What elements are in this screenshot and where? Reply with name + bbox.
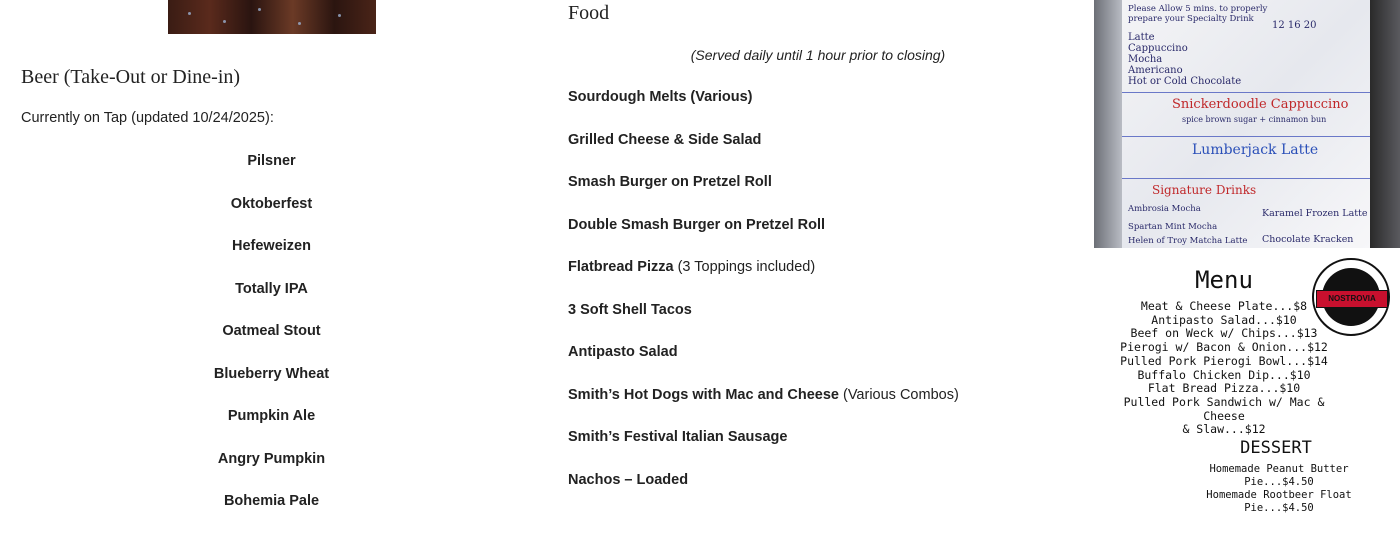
food-heading: Food	[568, 2, 610, 24]
menu-item: & Slaw...$12	[1182, 422, 1266, 437]
food-item	[568, 429, 1068, 472]
board-coffee-item: Latte	[1128, 32, 1155, 43]
board-divider	[1122, 136, 1370, 137]
bar-photo	[168, 0, 376, 34]
beer-heading: Beer (Take-Out or Dine-in)	[21, 66, 241, 88]
menu-items	[1104, 300, 1344, 437]
board-right-item: Chocolate Kracken	[1262, 234, 1354, 245]
board-frame-left	[1094, 0, 1122, 248]
menu-item: Flat Bread Pizza...$10	[1147, 381, 1301, 396]
menu-item: Meat & Cheese Plate...$8	[1140, 299, 1308, 313]
menu-item: Pierogi w/ Bacon & Onion...$12	[1120, 340, 1328, 355]
board-sizes: 12 16 20	[1272, 20, 1317, 31]
board-signature-item: Spartan Mint Mocha	[1128, 222, 1218, 232]
beer-item: Angry Pumpkin	[217, 450, 326, 467]
dessert-title: DESSERT	[1240, 438, 1312, 458]
beer-item: Bohemia Pale	[223, 493, 320, 509]
menu-item: Antipasto Salad...$10	[1151, 312, 1297, 327]
logo-banner: NOSTROVIA	[1316, 290, 1388, 308]
food-item-name: Sourdough Melts (Various)	[568, 89, 753, 105]
food-item-name: Smash Burger on Pretzel Roll	[568, 174, 772, 190]
dessert-items	[1174, 463, 1384, 515]
food-item-name: Flatbread Pizza	[568, 259, 674, 275]
food-item	[568, 132, 1068, 175]
food-item-name: Smith’s Festival Italian Sausage	[568, 429, 788, 445]
board-header: Please Allow 5 mins. to properly prepare your Specialty Drink	[1128, 4, 1268, 24]
dessert-item: Homemade Peanut Butter Pie...$4.50	[1209, 463, 1349, 488]
whiteboard-photo	[1094, 0, 1400, 248]
board-coffee-item: Cappuccino	[1128, 43, 1188, 54]
food-item-extra: (Various Combos)	[838, 386, 959, 403]
food-item	[568, 302, 1068, 345]
beer-item: Blueberry Wheat	[213, 365, 330, 382]
beer-item: Oktoberfest	[230, 195, 313, 212]
food-item	[568, 472, 1068, 515]
food-item-name: Nachos – Loaded	[568, 471, 689, 488]
menu-item: Beef on Weck w/ Chips...$13	[1130, 326, 1318, 341]
menu-title: Menu	[1195, 266, 1253, 294]
board-coffee-item: Mocha	[1128, 54, 1163, 65]
food-item	[568, 259, 1068, 302]
food-item	[568, 89, 1068, 132]
board-special: Snickerdoodle Cappuccino	[1172, 97, 1349, 112]
beer-item: Totally IPA	[235, 280, 308, 297]
menu-item: Pulled Pork Pierogi Bowl...$14	[1120, 353, 1328, 368]
board-coffee-item: Americano	[1128, 65, 1183, 76]
whiteboard	[1122, 0, 1370, 248]
board-signature-item: Helen of Troy Matcha Latte	[1128, 236, 1248, 246]
beer-item: Pilsner	[247, 153, 296, 169]
food-item-name: Double Smash Burger on Pretzel Roll	[568, 216, 826, 233]
on-tap-label: Currently on Tap (updated 10/24/2025):	[21, 110, 274, 126]
board-signature-item: Ambrosia Mocha	[1128, 204, 1201, 214]
board-special-desc: spice brown sugar + cinnamon bun	[1182, 115, 1327, 124]
board-frame-right	[1370, 0, 1400, 248]
food-item-name: Smith’s Hot Dogs with Mac and Cheese	[568, 386, 839, 403]
board-signature-title: Signature Drinks	[1152, 183, 1257, 197]
beer-item: Oatmeal Stout	[222, 323, 321, 339]
board-special: Lumberjack Latte	[1192, 142, 1319, 158]
beer-list	[0, 153, 543, 536]
food-item	[568, 174, 1068, 217]
food-item	[568, 387, 1068, 430]
food-item-name: 3 Soft Shell Tacos	[568, 301, 692, 318]
board-divider	[1122, 92, 1370, 93]
menu-item: Buffalo Chicken Dip...$10	[1137, 367, 1311, 382]
board-divider	[1122, 178, 1370, 179]
food-item	[568, 344, 1068, 387]
food-item-name: Grilled Cheese & Side Salad	[568, 131, 762, 148]
food-item-extra: (3 Toppings included)	[673, 259, 816, 275]
board-coffee-item: Hot or Cold Chocolate	[1128, 76, 1242, 87]
food-item	[568, 217, 1068, 260]
dessert-item: Homemade Rootbeer Float Pie...$4.50	[1206, 489, 1352, 514]
beer-item: Pumpkin Ale	[227, 408, 316, 424]
menu-card	[1094, 248, 1400, 514]
food-item-name: Antipasto Salad	[568, 344, 678, 360]
beer-item: Hefeweizen	[232, 238, 311, 254]
board-right-item: Karamel Frozen Latte	[1262, 208, 1368, 219]
served-note: (Served daily until 1 hour prior to closing)	[690, 47, 946, 63]
food-list	[568, 89, 1068, 514]
menu-item: Pulled Pork Sandwich w/ Mac & Cheese	[1123, 394, 1325, 423]
